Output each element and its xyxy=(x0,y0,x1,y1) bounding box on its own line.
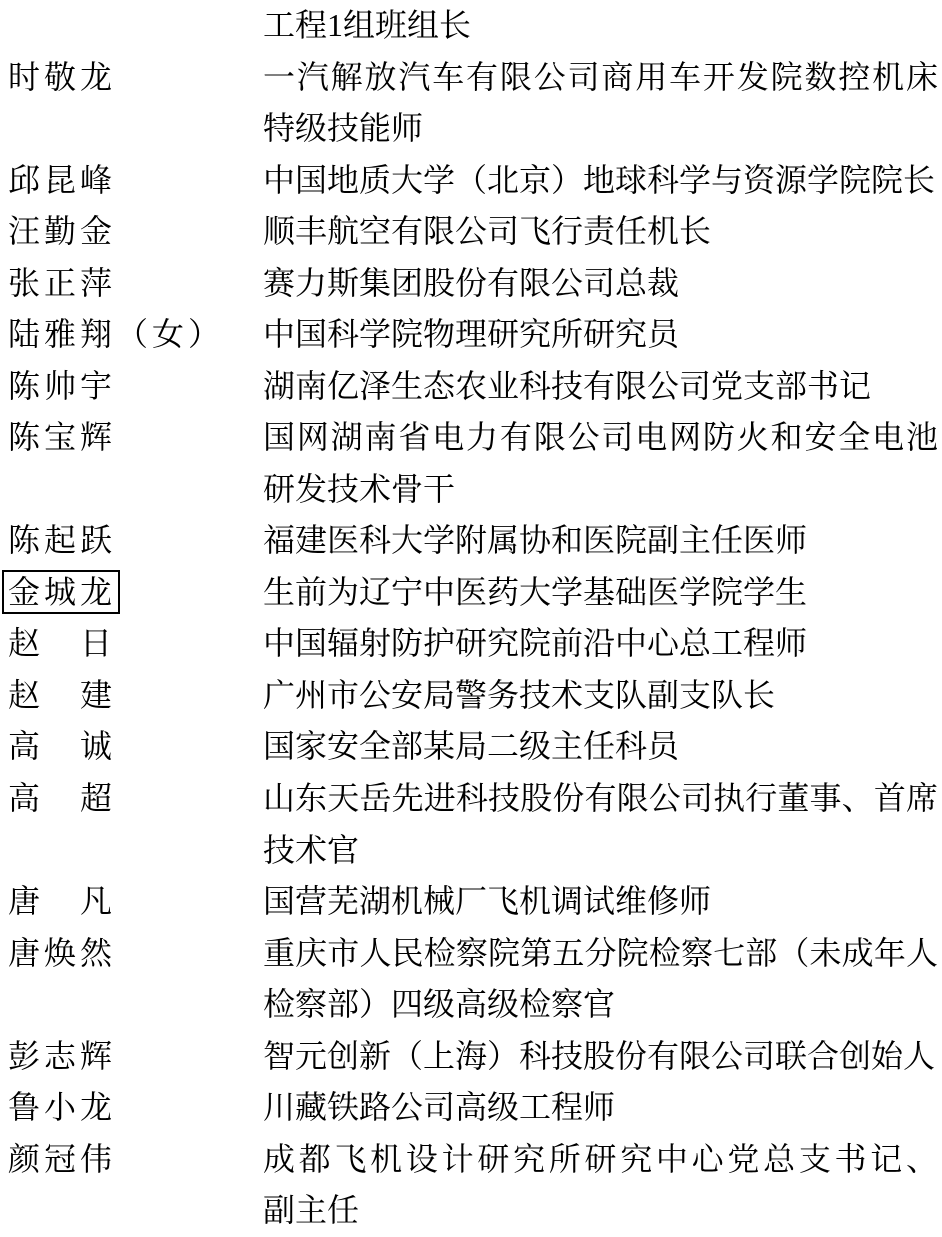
title-line: 国营芜湖机械厂飞机调试维修师 xyxy=(263,883,712,920)
title-line: 赛力斯集团股份有限公司总裁 xyxy=(263,264,680,301)
person-name: 赵 建 xyxy=(8,676,117,713)
person-name: 赵 日 xyxy=(8,625,117,662)
roster-entry xyxy=(0,0,942,52)
person-title xyxy=(263,0,938,52)
roster-entry xyxy=(0,618,942,670)
person-name: 彭志辉 xyxy=(8,1037,117,1074)
person-name: 张正萍 xyxy=(8,264,117,301)
roster-entry xyxy=(0,155,942,207)
person-name: 唐焕然 xyxy=(8,934,117,971)
roster-entry xyxy=(0,670,942,722)
person-name: 高 诚 xyxy=(8,728,117,765)
roster-entry xyxy=(0,412,942,515)
boxed-name: 金城龙 xyxy=(2,570,120,614)
roster-entry xyxy=(0,1031,942,1083)
person-title xyxy=(263,1134,938,1237)
person-name: 颜冠伟 xyxy=(8,1140,117,1177)
roster-entry xyxy=(0,258,942,310)
title-line: 研发技术骨干 xyxy=(263,470,456,507)
roster-entry xyxy=(0,1082,942,1134)
title-line: 中国辐射防护研究院前沿中心总工程师 xyxy=(263,625,808,662)
person-title xyxy=(263,361,938,413)
title-line: 工程1组班组长 xyxy=(263,7,472,43)
person-name: 陈宝辉 xyxy=(8,419,117,456)
title-line: 广州市公安局警务技术支队副支队长 xyxy=(263,676,776,713)
title-line: 福建医科大学附属协和医院副主任医师 xyxy=(263,522,808,559)
roster-entry xyxy=(0,515,942,567)
title-line: 技术官 xyxy=(263,831,360,868)
title-line: 特级技能师 xyxy=(263,110,424,147)
person-title xyxy=(263,52,938,155)
person-title xyxy=(263,412,938,515)
person-name: 鲁小龙 xyxy=(8,1089,117,1126)
title-line: 中国地质大学（北京）地球科学与资源学院院长 xyxy=(263,161,936,198)
person-title xyxy=(263,1082,938,1134)
person-name: 时敬龙 xyxy=(8,58,117,95)
roster-entry xyxy=(0,52,942,155)
title-line: 生前为辽宁中医药大学基础医学院学生 xyxy=(263,573,808,610)
person-name xyxy=(0,0,263,52)
person-title xyxy=(263,670,938,722)
person-name: 陈帅宇 xyxy=(8,367,117,404)
person-title xyxy=(263,258,938,310)
person-title xyxy=(263,1031,938,1083)
roster-entry xyxy=(0,361,942,413)
title-line: 成都飞机设计研究所研究中心党总支书记、 xyxy=(263,1140,938,1177)
person-name: 唐 凡 xyxy=(8,883,117,920)
person-name: 陆雅翔（女） xyxy=(8,316,225,353)
title-line: 湖南亿泽生态农业科技有限公司党支部书记 xyxy=(263,367,872,404)
person-title xyxy=(263,773,938,876)
person-name: 陈起跃 xyxy=(8,522,117,559)
title-line: 国家安全部某局二级主任科员 xyxy=(263,728,680,765)
title-line: 智元创新（上海）科技股份有限公司联合创始人 xyxy=(263,1037,936,1074)
title-line: 中国科学院物理研究所研究员 xyxy=(263,316,680,353)
roster-entry xyxy=(0,721,942,773)
roster-entry xyxy=(0,309,942,361)
person-name: 高 超 xyxy=(8,779,117,816)
person-title xyxy=(263,567,938,619)
roster-entry xyxy=(0,928,942,1031)
title-line: 川藏铁路公司高级工程师 xyxy=(263,1089,616,1126)
person-name xyxy=(0,567,263,619)
roster-entry xyxy=(0,773,942,876)
person-title xyxy=(263,721,938,773)
title-line: 国网湖南省电力有限公司电网防火和安全电池 xyxy=(263,419,938,456)
person-title xyxy=(263,876,938,928)
title-line: 检察部）四级高级检察官 xyxy=(263,986,616,1023)
person-name: 邱昆峰 xyxy=(8,161,117,198)
title-line: 山东天岳先进科技股份有限公司执行董事、首席 xyxy=(263,779,938,816)
title-line: 一汽解放汽车有限公司商用车开发院数控机床 xyxy=(263,58,938,95)
title-line: 重庆市人民检察院第五分院检察七部（未成年人 xyxy=(263,934,938,971)
person-title xyxy=(263,928,938,1031)
roster-entry xyxy=(0,1134,942,1237)
title-line: 副主任 xyxy=(263,1192,360,1229)
person-title xyxy=(263,206,938,258)
title-line: 顺丰航空有限公司飞行责任机长 xyxy=(263,213,712,250)
roster-entry xyxy=(0,876,942,928)
roster-entry xyxy=(0,206,942,258)
person-title xyxy=(263,618,938,670)
person-title xyxy=(263,309,938,361)
roster-entry xyxy=(0,567,942,619)
person-title xyxy=(263,515,938,567)
person-title xyxy=(263,155,938,207)
person-name: 汪勤金 xyxy=(8,213,117,250)
